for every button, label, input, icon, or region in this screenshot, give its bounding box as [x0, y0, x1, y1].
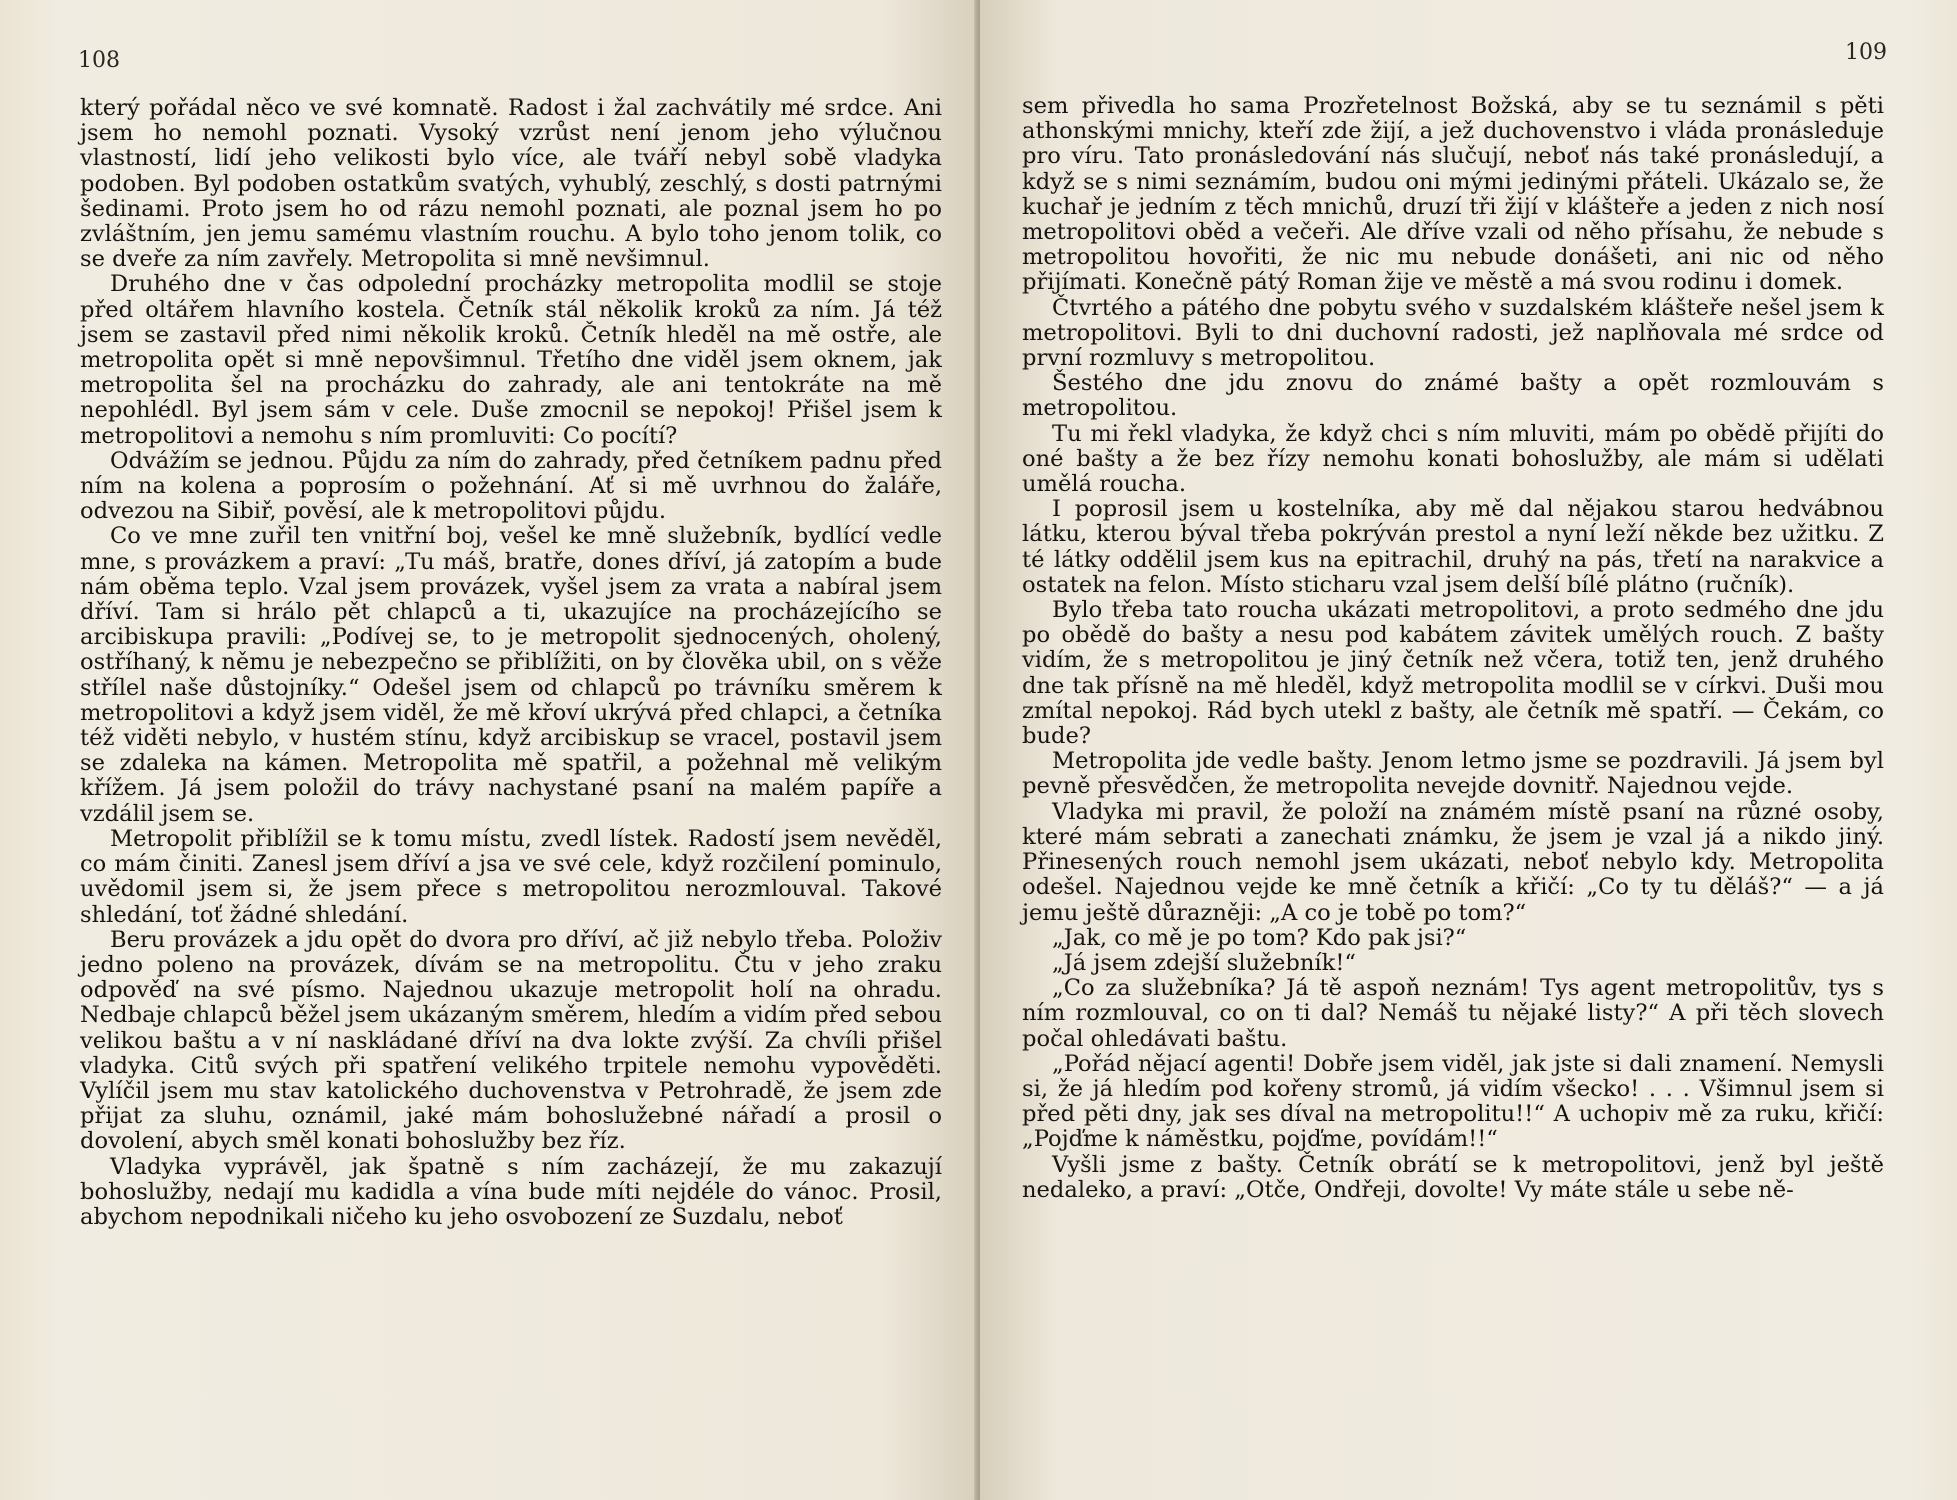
- left-page-text: [80, 96, 942, 1230]
- paragraph: I poprosil jsem u kostelníka, aby mě dal nějakou starou hedvábnou látku, kterou býval třeba pokrýván prestol a nyní leží někde bez užitku. Z té látky oddělil jsem kus na epitrachil, druhý na pás, třetí na narakvice a ostatek na felon. Místo sticharu vzal jsem delší bílé plátno (ručník).: [1022, 496, 1884, 598]
- paragraph: Metropolit přiblížil se k tomu místu, zvedl lístek. Radostí jsem nevěděl, co mám činiti. Zanesl jsem dříví a jsa ve své cele, když rozčilení pominulo, uvědomil jsem si, že jsem přece s metropolitou nerozmlouval. Takové shledání, toť žádné shledání.: [80, 825, 942, 928]
- paragraph: Druhého dne v čas odpolední procházky metropolita modlil se stoje před oltářem hlavního kostela. Četník stál několik kroků za ním. Já též jsem se zastavil před nimi několik kroků. Četník hleděl na mě ostře, ale metropolita opět si mně nepovšimnul. Třetího dne viděl jsem oknem, jak metropolita šel na procházku do zahrady, ale ani tentokráte na mě nepohlédl. Byl jsem sám v cele. Duše zmocnil se nepokoj! Přišel jsem k metropolitovi a nemohu s ním promluviti: Co pocítí?: [80, 271, 942, 449]
- right-page-text: [1022, 94, 1884, 1203]
- right-page: [980, 0, 1957, 1500]
- page-number-left: 108: [78, 48, 120, 73]
- paragraph: Beru provázek a jdu opět do dvora pro dříví, ač již nebylo třeba. Položiv jedno poleno na provázek, dívám se na metropolitu. Čtu v jeho zraku odpověď na své písmo. Najednou ukazuje metropolit holí na ohradu. Nedbaje chlapců běžel jsem ukázaným směrem, hledím a vidím před sebou velikou baštu a v ní naskládané dříví na dva lokte zvýší. Za chvíli přišel vladyka. Citů svých při spatření velikého trpitele nemohu vypověděti. Vylíčil jsem mu stav katolického duchovenstva v Petrohradě, že jsem zde přijat za sluhu, oznámil, jaké mám bohoslužebné nářadí a prosil o dovolení, abych směl konati bohoslužby bez říz.: [80, 926, 942, 1155]
- page-number-right: 109: [1845, 40, 1887, 65]
- paragraph: Tu mi řekl vladyka, že když chci s ním mluviti, mám po obědě přijíti do oné bašty a že bez řízy nemohu konati bohoslužby, ale mám si udělati umělá roucha.: [1022, 420, 1884, 498]
- paragraph: Odvážím se jednou. Půjdu za ním do zahrady, před četníkem padnu před ním na kolena a poprosím o požehnání. Ať si mě uvrhnou do žaláře, odvezou na Sibiř, pověsí, ale k metropolitovi půjdu.: [80, 447, 942, 525]
- paragraph: „Co za služebníka? Já tě aspoň neznám! Tys agent metropolitův, tys s ním rozmlouval, co on ti dal? Nemáš tu nějaké listy?“ A při těch slovech počal ohledávati baštu.: [1022, 975, 1884, 1052]
- paragraph: Čtvrtého a pátého dne pobytu svého v suzdalském klášteře nešel jsem k metropolitovi. Byli to dni duchovní radosti, jež naplňovala mé srdce od první rozmluvy s metropolitou.: [1022, 294, 1884, 372]
- left-page: [0, 0, 978, 1500]
- paragraph: který pořádal něco ve své komnatě. Radost i žal zachvátily mé srdce. Ani jsem ho nemohl poznati. Vysoký vzrůst není jenom jeho výlučnou vlastností, lidí jeho velikosti bylo více, ale tváří nebyl sobě vladyka podoben. Byl podoben ostatkům svatých, vyhublý, zeschlý, s dosti patrnými šedinami. Proto jsem ho od rázu nemohl poznati, ale poznal jsem ho po zvláštním, jen jemu samému vlastním rouchu. A bylo toho jenom tolik, co se dveře za ním zavřely. Metropolita si mně nevšimnul.: [80, 95, 942, 273]
- paragraph: „Já jsem zdejší služebník!“: [1052, 949, 1356, 976]
- paragraph: sem přivedla ho sama Prozřetelnost Božská, aby se tu seznámil s pěti athonskými mnichy, kteří zde žijí, a jež duchovenstvo i vláda pronásleduje pro víru. Tato pronásledování nás slučují, neboť nás také pronásledují, a když se s nimi seznámím, budou oni mými jedinými přáteli. Ukázalo se, že kuchař je jedním z těch mnichů, druzí tři žijí v klášteře a jeden z nich nosí metropolitovi oběd a večeři. Ale dříve vzali od něho přísahu, že nebude s metropolitou hovořiti, že nic mu nebude donášeti, ani nic od něho přijímati. Konečně pátý Roman žije ve městě a má svou rodinu i domek.: [1022, 93, 1884, 296]
- paragraph: Vyšli jsme z bašty. Četník obrátí se k metropolitovi, jenž byl ještě nedaleko, a praví: „Otče, Ondřeji, dovolte! Vy máte stále u sebe ně-: [1022, 1151, 1884, 1203]
- paragraph: Bylo třeba tato roucha ukázati metropolitovi, a proto sedmého dne jdu po obědě do bašty a nesu pod kabátem závitek umělých rouch. Z bašty vidím, že s metropolitou je jiný četník než včera, totiž ten, jenž druhého dne tak přísně na mě hleděl, když metropolita modlil se v církvi. Duši mou zmítal nepokoj. Rád bych utekl z bašty, ale četník mě spatří. — Čekám, co bude?: [1022, 597, 1884, 750]
- paragraph: Vladyka vyprávěl, jak špatně s ním zacházejí, že mu zakazují bohoslužby, nedají mu kadidla a vína bude míti nejdéle do vánoc. Prosil, abychom nepodnikali ničeho ku jeho osvobození ze Suzdalu, neboť: [80, 1153, 942, 1230]
- paragraph: „Jak, co mě je po tom? Kdo pak jsi?“: [1052, 924, 1467, 951]
- paragraph: Metropolita jde vedle bašty. Jenom letmo jsme se pozdravili. Já jsem byl pevně přesvědčen, že metropolita nevejde dovnitř. Najednou vejde.: [1022, 748, 1884, 800]
- paragraph: Šestého dne jdu znovu do známé bašty a opět rozmlouvám s metropolitou.: [1022, 370, 1884, 422]
- paragraph: Co ve mne zuřil ten vnitřní boj, vešel ke mně služebník, bydlící vedle mne, s provázkem a praví: „Tu máš, bratře, dones dříví, já zatopím a bude nám oběma teplo. Vzal jsem provázek, vyšel jsem za vrata a nabíral jsem dříví. Tam si hrálo pět chlapců a ti, ukazujíce na procházejícího se arcibiskupa pravili: „Podívej se, to je metropolit sjednocených, oholený, ostříhaný, k němu je nebezpečno se přiblížiti, on by člověka ubil, on s věže střílel naše důstojníky.“ Odešel jsem od chlapců po trávníku směrem k metropolitovi a když jsem viděl, že mě křoví ukrývá před chlapci, a četníka též viděti nebylo, v hustém stínu, když arcibiskup se vracel, postavil jsem se zdaleka na kámen. Metropolita mě spatřil, a požehnal mě velikým křížem. Já jsem položil do trávy nachystané psaní na malém papíře a vzdálil jsem se.: [80, 523, 942, 827]
- paragraph: Vladyka mi pravil, že položí na známém místě psaní na různé osoby, které mám sebrati a zanechati známku, že jsem je vzal já a nikdo jiný. Přinesených rouch nemohl jsem ukázati, neboť nebylo kdy. Metropolita odešel. Najednou vejde ke mně četník a křičí: „Co ty tu děláš?“ — a já jemu ještě důrazněji: „A co je tobě po tom?“: [1022, 798, 1884, 926]
- paragraph: „Pořád nějací agenti! Dobře jsem viděl, jak jste si dali znamení. Nemysli si, že já hledím pod kořeny stromů, já vidím všecko! . . . Všimnul jsem si před pěti dny, jak ses díval na metropolitu!!“ A uchopiv mě za ruku, křičí: „Pojďme k náměstku, pojďme, povídám!!“: [1022, 1050, 1884, 1153]
